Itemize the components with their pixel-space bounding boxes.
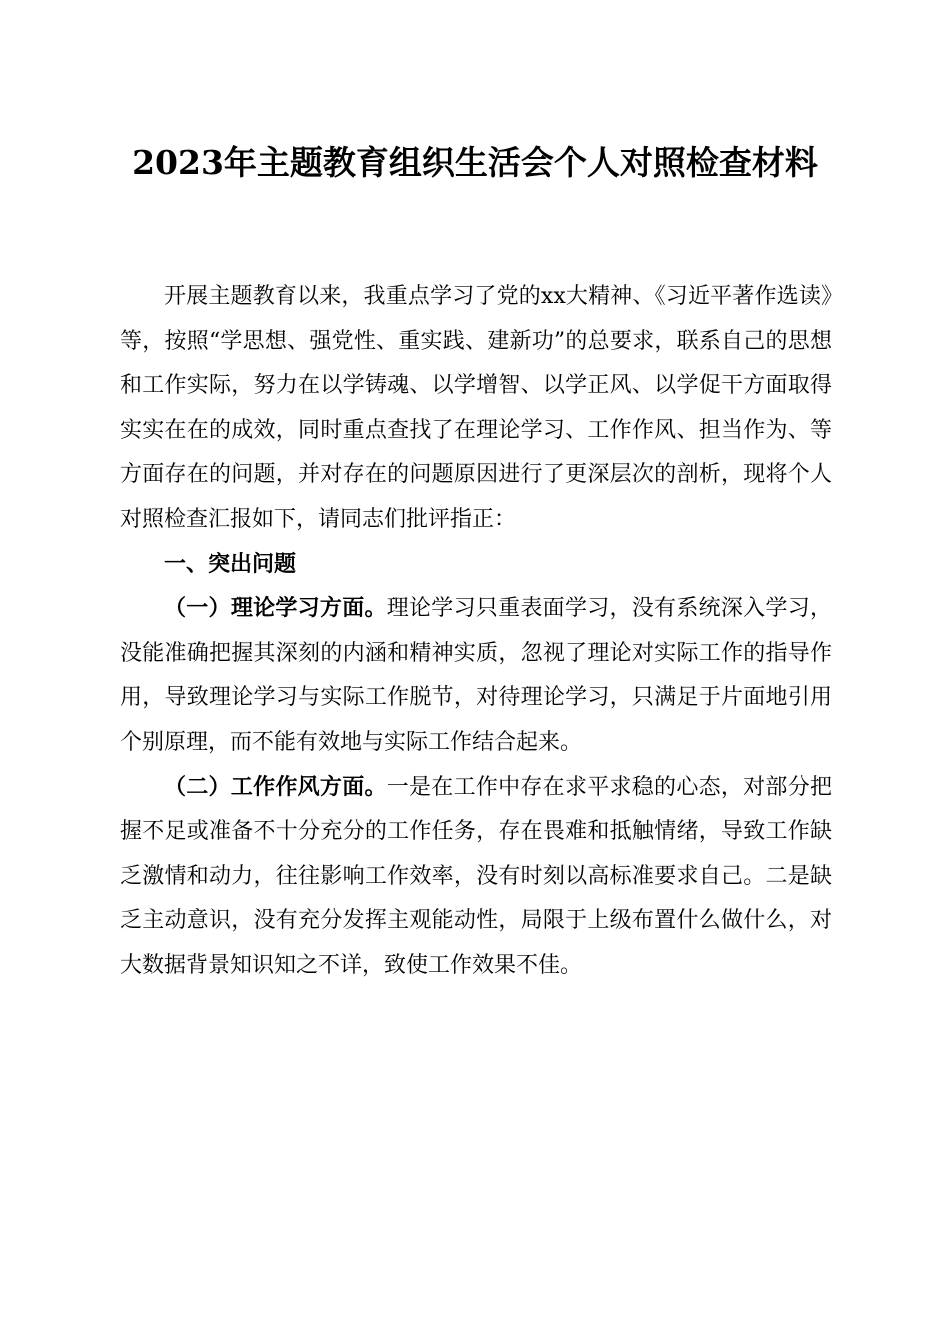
paragraph-work-style <box>120 766 832 989</box>
document-body <box>120 275 832 989</box>
intro-paragraph: 开展主题教育以来，我重点学习了党的xx大精神、《习近平著作选读》等，按照“学思想、强党性、重实践、建新功”的总要求，联系自己的思想和工作实际，努力在以学铸魂、以学增智、以学正风、以学促干方面取得实实在在的成效，同时重点查找了在理论学习、工作作风、担当作为、等方面存在的问题，并对存在的问题原因进行了更深层次的剖析，现将个人对照检查汇报如下，请同志们批评指正： <box>120 284 832 532</box>
section-heading-problems: 一、突出问题 <box>164 551 297 577</box>
paragraph-theory-study <box>120 587 832 765</box>
item-heading-theory-study: （一）理论学习方面。 <box>164 596 387 622</box>
item-heading-work-style: （二）工作作风方面。 <box>164 774 387 800</box>
item-text-theory-study: 理论学习只重表面学习，没有系统深入学习，没能准确把握其深刻的内涵和精神实质，忽视了理论对实际工作的指导作用，导致理论学习与实际工作脱节，对待理论学习，只满足于片面地引用个别原理，而不能有效地与实际工作结合起来。 <box>120 596 832 755</box>
document-title: 2023年主题教育组织生活会个人对照检查材料 <box>132 143 818 182</box>
item-text-work-style: 一是在工作中存在求平求稳的心态，对部分把握不足或准备不十分充分的工作任务，存在畏难和抵触情绪，导致工作缺乏激情和动力，往往影响工作效率，没有时刻以高标准要求自己。二是缺乏主动意识，没有充分发挥主观能动性，局限于上级布置什么做什么，对大数据背景知识知之不详，致使工作效果不佳。 <box>120 774 832 978</box>
